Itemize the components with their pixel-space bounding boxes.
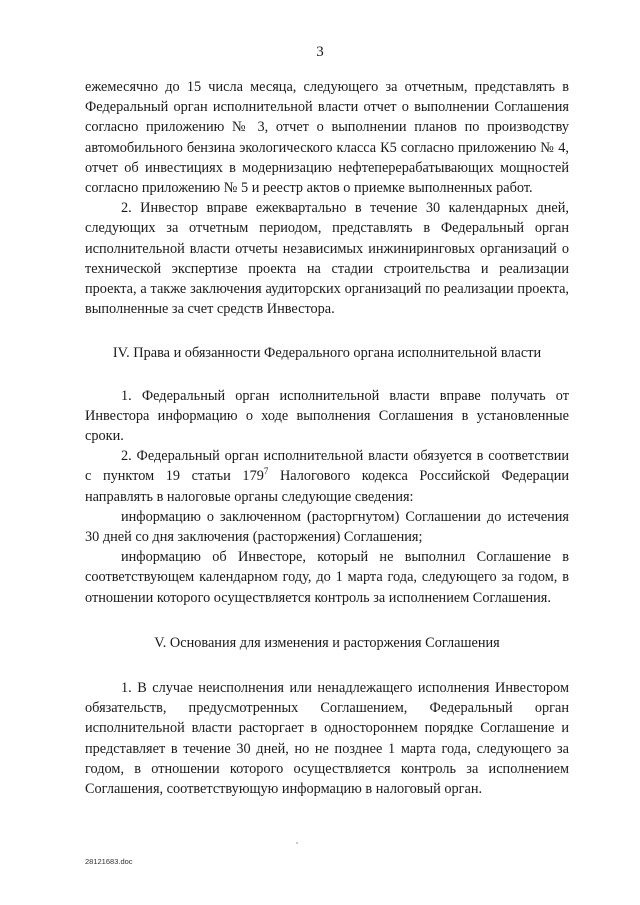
paragraph-investor-right: 2. Инвестор вправе ежеквартально в течение 30 календарных дней, следующих за отчетным периодом, представлять в Федеральный орган исполнительной власти отчеты независимых инжиниринговых организаций о технической экспертизе проекта на стадии строительства и реализации проекта, а также заключения аудиторских организаций по реализации проекта, выполненные за счет средств Инвестора. bbox=[85, 200, 569, 318]
scan-speck bbox=[296, 842, 298, 844]
section-iv-paragraph-2-start: 2. Федеральный орган исполнительной власти обязуется в соответствии с пунктом 19 статьи 179 bbox=[85, 448, 569, 485]
document-body bbox=[85, 77, 569, 799]
footer-filename: 28121683.doc bbox=[85, 857, 133, 866]
section-iv-paragraph-2 bbox=[85, 446, 569, 507]
paragraph-reporting: ежемесячно до 15 числа месяца, следующего за отчетным, представлять в Федеральный орган исполнительной власти отчет о выполнении Соглашения согласно приложению № 3, отчет о выполнении планов по производству автомобильного бензина экологического класса К5 согласно приложению № 4, отчет об инвестициях в модернизацию нефтеперерабатывающих мощностей согласно приложению № 5 и реестр актов о приемке выполненных работ. bbox=[85, 79, 569, 197]
section-heading-v: V. Основания для изменения и расторжения Соглашения bbox=[154, 634, 500, 651]
section-v-paragraph-1: 1. В случае неисполнения или ненадлежащего исполнения Инвестором обязательств, предусмотренных Соглашением, Федеральный орган исполнительной власти расторгает в одностороннем порядке Соглашение и представляет в течение 30 дней, но не позднее 1 марта года, следующего за годом, в отношении которого осуществляется контроль за исполнением Соглашения, соответствующую информацию в налоговый орган. bbox=[85, 680, 569, 798]
page-number: 3 bbox=[316, 44, 324, 60]
article-superscript: 7 bbox=[263, 466, 269, 477]
section-heading-iv: IV. Права и обязанности Федерального органа исполнительной власти bbox=[112, 345, 542, 362]
section-iv-paragraph-1: 1. Федеральный орган исполнительной власти вправе получать от Инвестора информацию о ходе выполнения Соглашения в установленные сроки. bbox=[85, 387, 569, 445]
section-iv-paragraph-3: информацию о заключенном (расторгнутом) Соглашении до истечения 30 дней со дня заключения (расторжения) Соглашения; bbox=[85, 508, 569, 546]
section-iv-paragraph-4: информацию об Инвесторе, который не выполнил Соглашение в соответствующем календарном году, до 1 марта года, следующего за годом, в отношении которого осуществляется контроль за исполнением Соглашения. bbox=[85, 549, 569, 606]
section-iv-paragraph-2-end: Налогового кодекса Российской Федерации направлять в налоговые органы следующие сведения: bbox=[85, 468, 569, 505]
